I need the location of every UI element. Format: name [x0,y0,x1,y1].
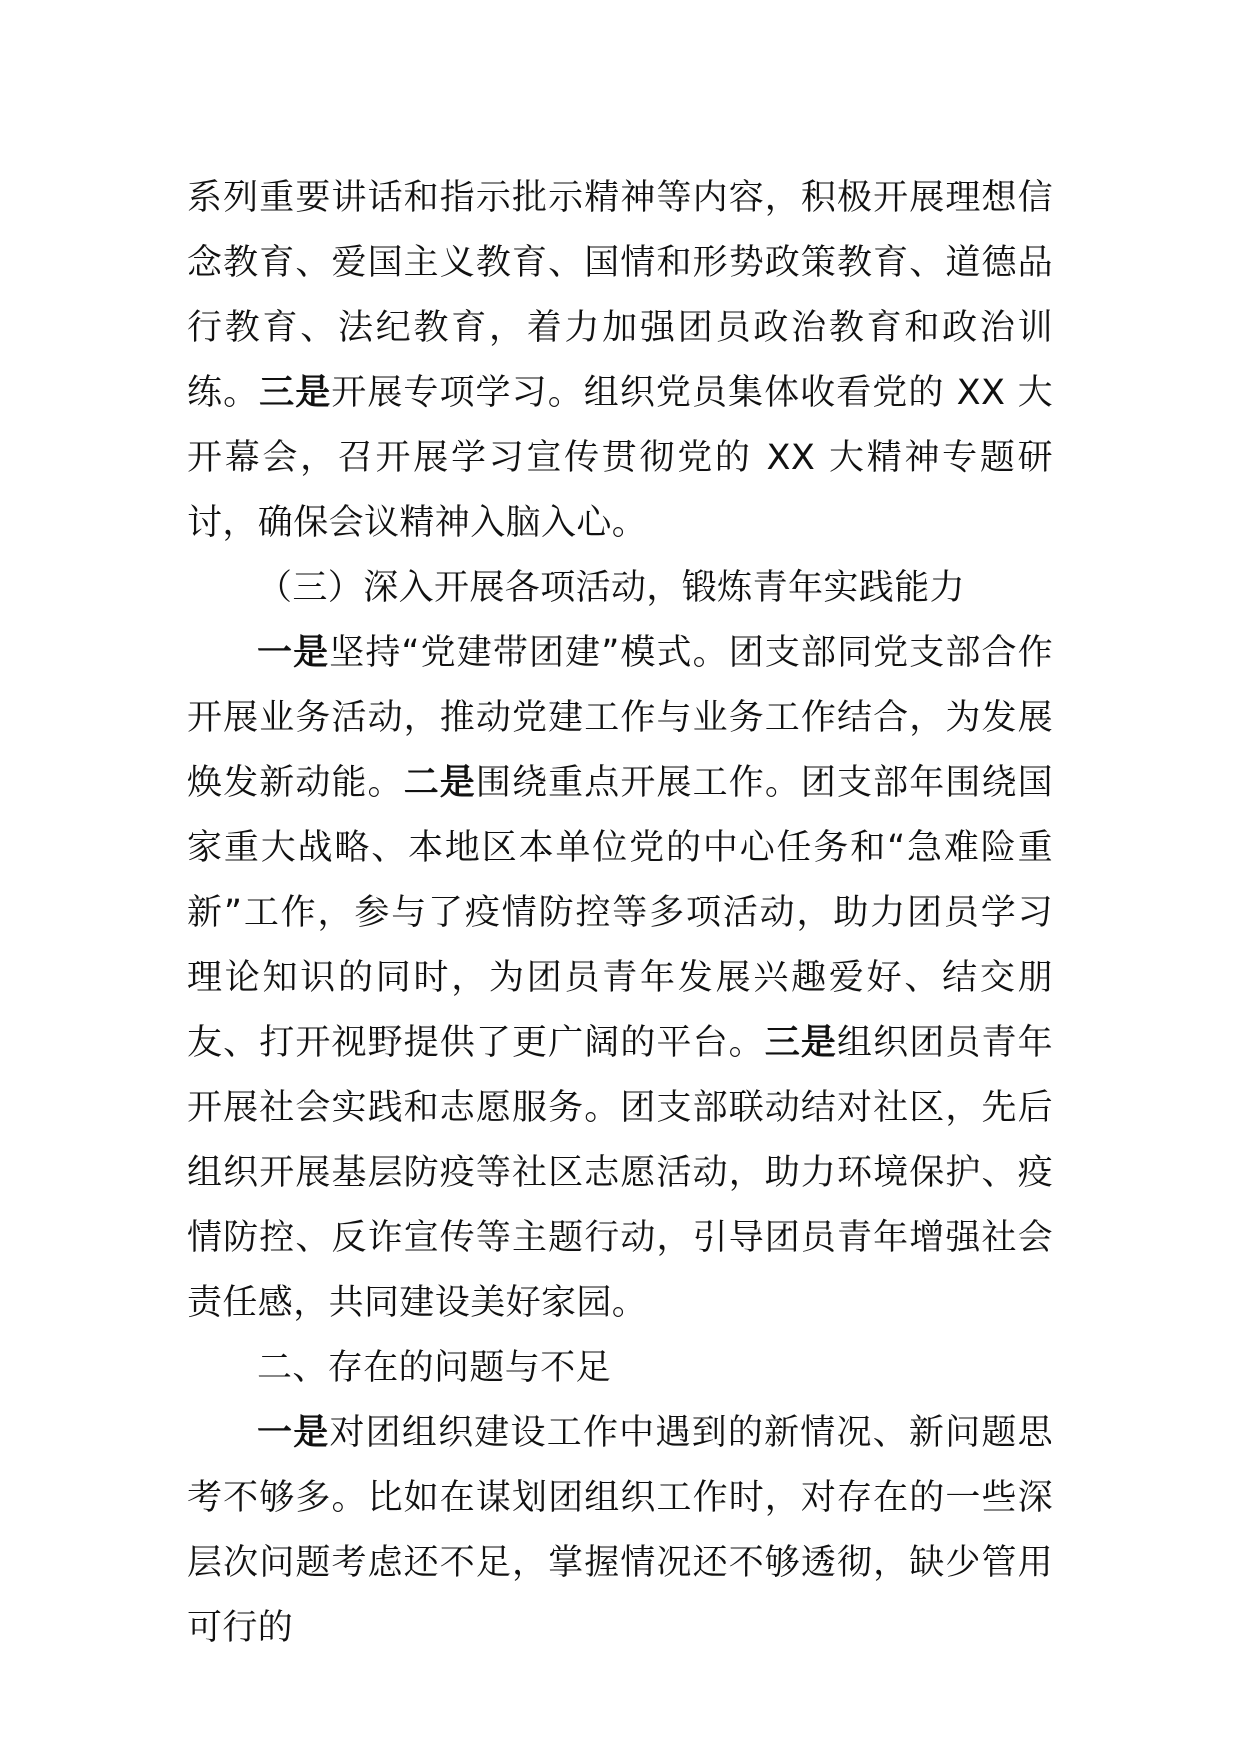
heading-text: （三）深入开展各项活动，锻炼青年实践能力 [257,568,966,608]
paragraph-text: 对团组织建设工作中遇到的新情况、新问题思考不够多。比如在谋划团组织工作时，对存在的一些深层次问题考虑还不足，掌握情况还不够透彻，缺少管用可行的 [187,1413,1053,1648]
paragraph-activities [187,621,1053,1336]
paragraph-text: 开展专项学习。组织党员集体收看党的 XX 大开幕会，召开展学习宣传贯彻党的 XX 大精神专题研讨，确保会议精神入脑入心。 [187,373,1053,543]
emphasis-label: 一是 [257,633,330,673]
emphasis-label: 二是 [403,763,476,803]
paragraph-problems [187,1401,1053,1661]
emphasis-label: 三是 [764,1023,838,1063]
section-heading-problems [187,1336,1053,1401]
document-page [187,166,1053,1661]
paragraph-text: 系列重要讲话和指示批示精神等内容，积极开展理想信念教育、爱国主义教育、国情和形势政策教育、道德品行教育、法纪教育，着力加强团员政治教育和政治训练。 [187,178,1053,413]
emphasis-label: 三是 [259,373,332,413]
section-heading-activities [187,556,1053,621]
paragraph-text: 围绕重点开展工作。团支部年围绕国家重大战略、本地区本单位党的中心任务和“急难险重新”工作，参与了疫情防控等多项活动，助力团员学习理论知识的同时，为团员青年发展兴趣爱好、结交朋友、打开视野提供了更广阔的平台。 [187,763,1054,1063]
emphasis-label: 一是 [257,1413,330,1453]
paragraph-text: 组织团员青年开展社会实践和志愿服务。团支部联动结对社区，先后组织开展基层防疫等社区志愿活动，助力环境保护、疫情防控、反诈宣传等主题行动，引导团员青年增强社会责任感，共同建设美好家园。 [187,1023,1053,1323]
paragraph-text: 坚持“党建带团建”模式。团支部同党支部合作开展业务活动，推动党建工作与业务工作结合，为发展焕发新动能。 [187,633,1053,803]
paragraph-study-content [187,166,1053,556]
heading-text: 二、存在的问题与不足 [257,1348,612,1388]
